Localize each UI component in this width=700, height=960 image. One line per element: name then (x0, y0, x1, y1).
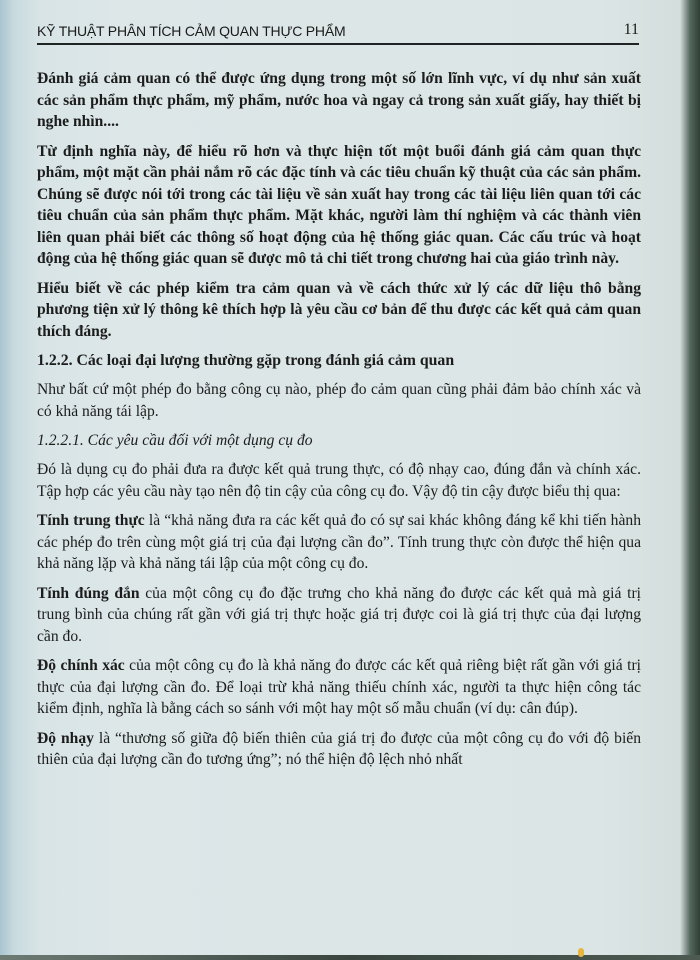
page-number: 11 (623, 21, 639, 38)
paragraph-definition-context: Từ định nghĩa này, để hiểu rõ hơn và thực hiện tốt một buổi đánh giá cảm quan thực phẩm, một mặt cần phải nắm rõ các đặc tính và các tiêu chuẩn kỹ thuật của các sản phẩm. Chúng sẽ được nói tới trong các tài liệu về sản xuất hay trong các tài liệu liên quan tới các tiêu chuẩn của sản phẩm thực phẩm. Mặt khác, người làm thí nghiệm và các thành viên liên quan phải biết các thông số hoạt động của hệ thống giác quan. Các cấu trúc và hoạt động của hệ thống giác quan sẽ được mô tả chi tiết trong chương hai của giáo trình này. (37, 142, 641, 267)
page-body (37, 68, 641, 771)
definition-sensitivity (37, 728, 641, 771)
definition-correctness (37, 583, 641, 648)
definition-precision (37, 655, 641, 720)
section-heading: 1.2.2. Các loại đại lượng thường gặp trong đánh giá cảm quan (37, 352, 455, 369)
definition-term: Độ chính xác (37, 657, 125, 674)
paragraph-measurement-intro: Như bất cứ một phép đo bằng công cụ nào, phép đo cảm quan cũng phải đảm bảo chính xác và có khả năng tái lập. (37, 381, 641, 420)
running-header (37, 17, 639, 45)
definition-reliability (37, 510, 641, 575)
paragraph-applications: Đánh giá cảm quan có thể được ứng dụng trong một số lớn lĩnh vực, ví dụ như sản xuất các sản phẩm thực phẩm, mỹ phẩm, nước hoa và ngay cả trong sản xuất giấy, hay thiết bị nghe nhìn.... (37, 70, 641, 130)
subsection-heading: 1.2.2.1. Các yêu cầu đối với một dụng cụ đo (37, 432, 313, 449)
page-bottom-edge (0, 955, 700, 960)
definition-text: là “khả năng đưa ra các kết quả đo có sự sai khác không đáng kể khi tiến hành các phép đo trên cùng một giá trị của đại lượng cần đo”. Tính trung thực còn được thể hiện qua khả năng lặp và khả năng tái lập của một công cụ đo. (37, 512, 641, 572)
definition-text: là “thương số giữa độ biến thiên của giá trị đo được của một công cụ đo với độ biến thiên của đại lượng cần đo tương ứng”; nó thể hiện độ lệch nhỏ nhất (37, 729, 641, 768)
definition-text: của một công cụ đo đặc trưng cho khả năng đo được các kết quả mà giá trị trung bình của chúng rất gần với giá trị thực hoặc giá trị được coi là giá trị thực của đại lượng cần đo. (37, 584, 641, 645)
scan-speck (578, 948, 584, 957)
definition-text: của một công cụ đo là khả năng đo được các kết quả riêng biệt rất gần với giá trị thực của đại lượng cần đo. Để loại trừ khả năng thiếu chính xác, người ta thực hiện công tác kiểm định, nghĩa là bằng cách so sánh với một hay một số mẫu chuẩn (ví dụ: cân đúp). (37, 657, 641, 717)
paragraph-instrument-requirements: Đó là dụng cụ đo phải đưa ra được kết quả trung thực, có độ nhạy cao, đúng đắn và chính xác. Tập hợp các yêu cầu này tạo nên độ tin cậy của công cụ đo. Vậy độ tin cậy được biểu thị qua: (37, 461, 641, 500)
definition-term: Độ nhạy (37, 729, 94, 747)
running-title: KỸ THUẬT PHÂN TÍCH CẢM QUAN THỰC PHẨM (37, 23, 346, 39)
paragraph-sensory-tests: Hiểu biết về các phép kiểm tra cảm quan và về cách thức xử lý các dữ liệu thô bằng phương tiện xử lý thông kê thích hợp là yêu cầu cơ bản để thu được các kết quả cảm quan thích đáng. (37, 279, 641, 340)
definition-term: Tính đúng đắn (37, 584, 140, 602)
definition-term: Tính trung thực (37, 512, 145, 529)
